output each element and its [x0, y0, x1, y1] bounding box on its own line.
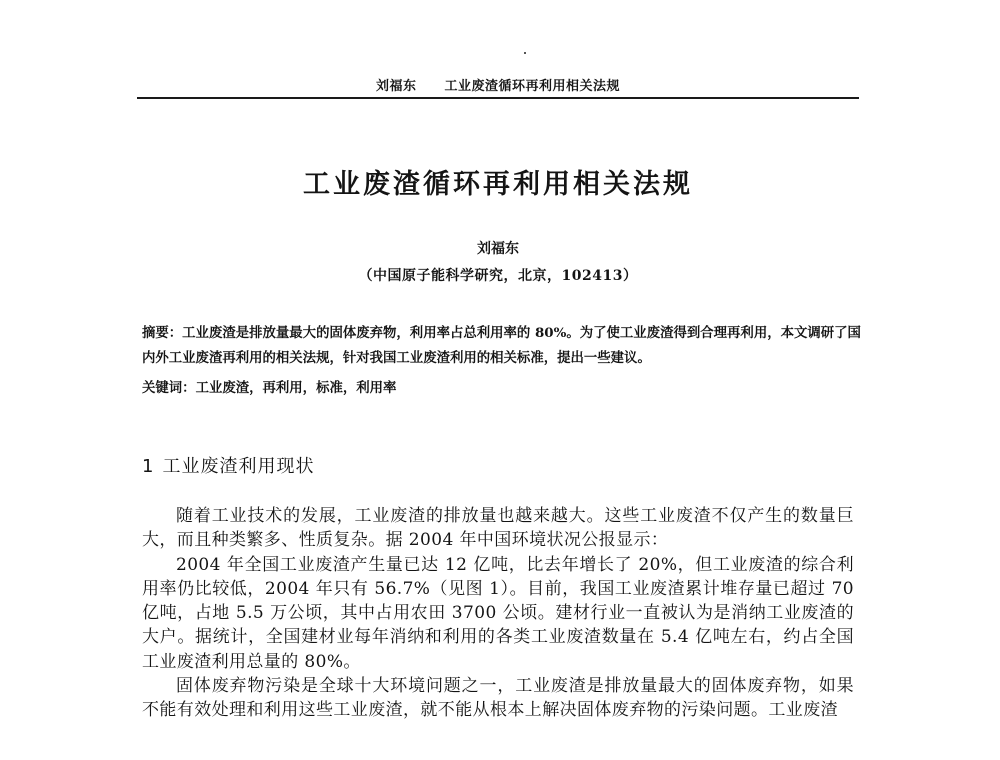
section-title: 工业废渣利用现状	[162, 456, 315, 477]
header-rule	[137, 97, 859, 99]
body-paragraph: 2004 年全国工业废渣产生量已达 12 亿吨，比去年增长了 20%，但工业废渣的综合利用率仍比较低，2004 年只有 56.7%（见图 1）。目前，我国工业废渣累计堆存量已超过 70 亿吨，占地 5.5 万公顷，其中占用农田 3700 公顷。建材行业一直被认为是消纳工业废渣的大户。据统计，全国建材业每年消纳和利用的各类工业废渣数量在 5.4 亿吨左右，约占全国工业废渣利用总量的 80%。	[142, 554, 854, 672]
running-header-title: 工业废渣循环再利用相关法规	[444, 79, 621, 94]
body-paragraph: 随着工业技术的发展，工业废渣的排放量也越来越大。这些工业废渣不仅产生的数量巨大，而且种类繁多、性质复杂。据 2004 年中国环境状况公报显示：	[142, 506, 854, 551]
section-heading	[142, 453, 314, 481]
abstract	[142, 321, 862, 371]
author-name: 刘福东	[477, 241, 519, 257]
paper-title: 工业废渣循环再利用相关法规	[303, 169, 693, 200]
section-number: 1	[142, 456, 155, 477]
keywords-label: 关键词：	[142, 381, 196, 396]
running-header-author: 刘福东	[375, 79, 417, 94]
section-body	[142, 504, 854, 723]
author-affiliation: （中国原子能科学研究，北京，102413）	[358, 268, 638, 284]
scan-speck	[524, 52, 526, 54]
abstract-text: 工业废渣是排放量最大的固体废弃物，利用率占总利用率的 80%。为了使工业废渣得到合理再利用，本文调研了国内外工业废渣再利用的相关法规，针对我国工业废渣利用的相关标准，提出一些建议。	[142, 325, 861, 366]
abstract-label: 摘要：	[142, 326, 183, 341]
body-paragraph: 固体废弃物污染是全球十大环境问题之一，工业废渣是排放量最大的固体废弃物，如果不能有效处理和利用这些工业废渣，就不能从根本上解决固体废弃物的污染问题。工业废渣	[142, 676, 854, 721]
keywords	[142, 376, 862, 401]
running-header	[137, 78, 859, 96]
keywords-text: 工业废渣，再利用，标准，利用率	[195, 380, 397, 396]
